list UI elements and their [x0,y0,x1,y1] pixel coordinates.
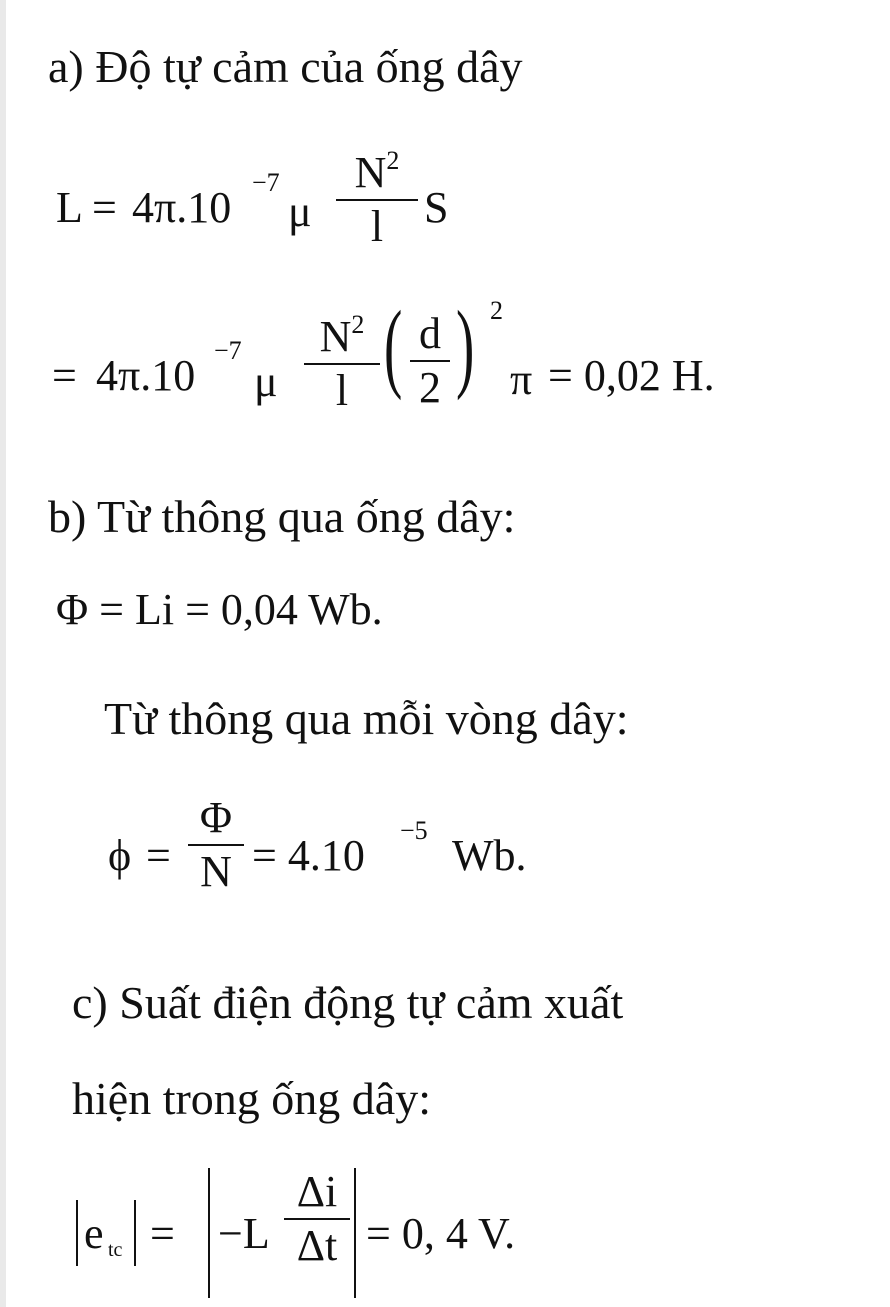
f5-abs-right-1 [134,1200,136,1266]
f5-eq: = [150,1209,175,1258]
f2-coef: 4π.10 [96,351,196,400]
f5-e: e [84,1209,104,1258]
f2-inner-bar [410,360,450,362]
f2-inner-num: d [419,309,441,358]
f4-result: = 4.10 [252,831,365,880]
f4-num: Φ [199,793,233,842]
f1-fraction [336,148,418,249]
section-a-heading: a) Độ tự cảm của ống dây [48,41,523,92]
f4-den: N [200,847,232,896]
f1-lhs: L [56,183,83,232]
f2-num: $N^2$ [319,310,365,361]
f4-bar [188,844,244,846]
f2-left-paren: ( [384,290,403,401]
f2-outer-exp: 2 [490,296,503,325]
f5-num: Δi [296,1167,338,1216]
f1-num: $N^2$ [354,146,400,197]
f1-eq: = [92,183,117,232]
f2-den: l [335,366,349,415]
f2-exp: −7 [214,336,242,365]
f5-den: Δt [296,1221,338,1270]
f2-pi: π [510,355,533,404]
formula-flux-total: Φ = Li = 0,04 Wb. [56,585,383,634]
left-edge-rule [0,0,6,1307]
f2-result: = 0,02 H. [548,351,715,400]
f2-fraction [304,312,380,413]
f4-eq: = [146,831,171,880]
f1-coef: 4π.10 [132,183,232,232]
f5-e-sub: tc [108,1239,123,1261]
section-c-heading-line1: c) Suất điện động tự cảm xuất [72,977,624,1028]
f5-abs-left-2 [208,1168,210,1298]
f1-mu: μ [288,187,312,236]
f2-inner-fraction [410,309,450,412]
f2-num-exp: 2 [351,310,365,339]
f4-fraction [188,793,244,896]
f1-den: l [370,202,384,251]
f2-mu: μ [254,357,278,406]
f1-fraction-bar [336,199,418,201]
f5-fraction [284,1167,350,1270]
section-c-heading-line2: hiện trong ống dây: [72,1073,431,1124]
f2-eq: = [52,351,77,400]
section-b2-heading: Từ thông qua mỗi vòng dây: [104,693,629,744]
f1-tail: S [424,183,449,232]
f2-fraction-bar [304,363,380,365]
f5-result: = 0, 4 V. [366,1209,516,1258]
f4-exp: −5 [400,816,428,845]
f5-abs-right-2 [354,1168,356,1298]
f1-num-exp: 2 [386,146,400,175]
f2-inner-den: 2 [419,363,441,412]
section-b-heading: b) Từ thông qua ống dây: [48,491,516,542]
f5-minus-L: −L [218,1209,270,1258]
f4-lhs: ϕ [108,831,132,880]
f5-bar [284,1218,350,1220]
f4-unit: Wb. [452,831,527,880]
f5-abs-left-1 [76,1200,78,1266]
f2-right-paren: ) [456,290,475,401]
f1-exp: −7 [252,168,280,197]
